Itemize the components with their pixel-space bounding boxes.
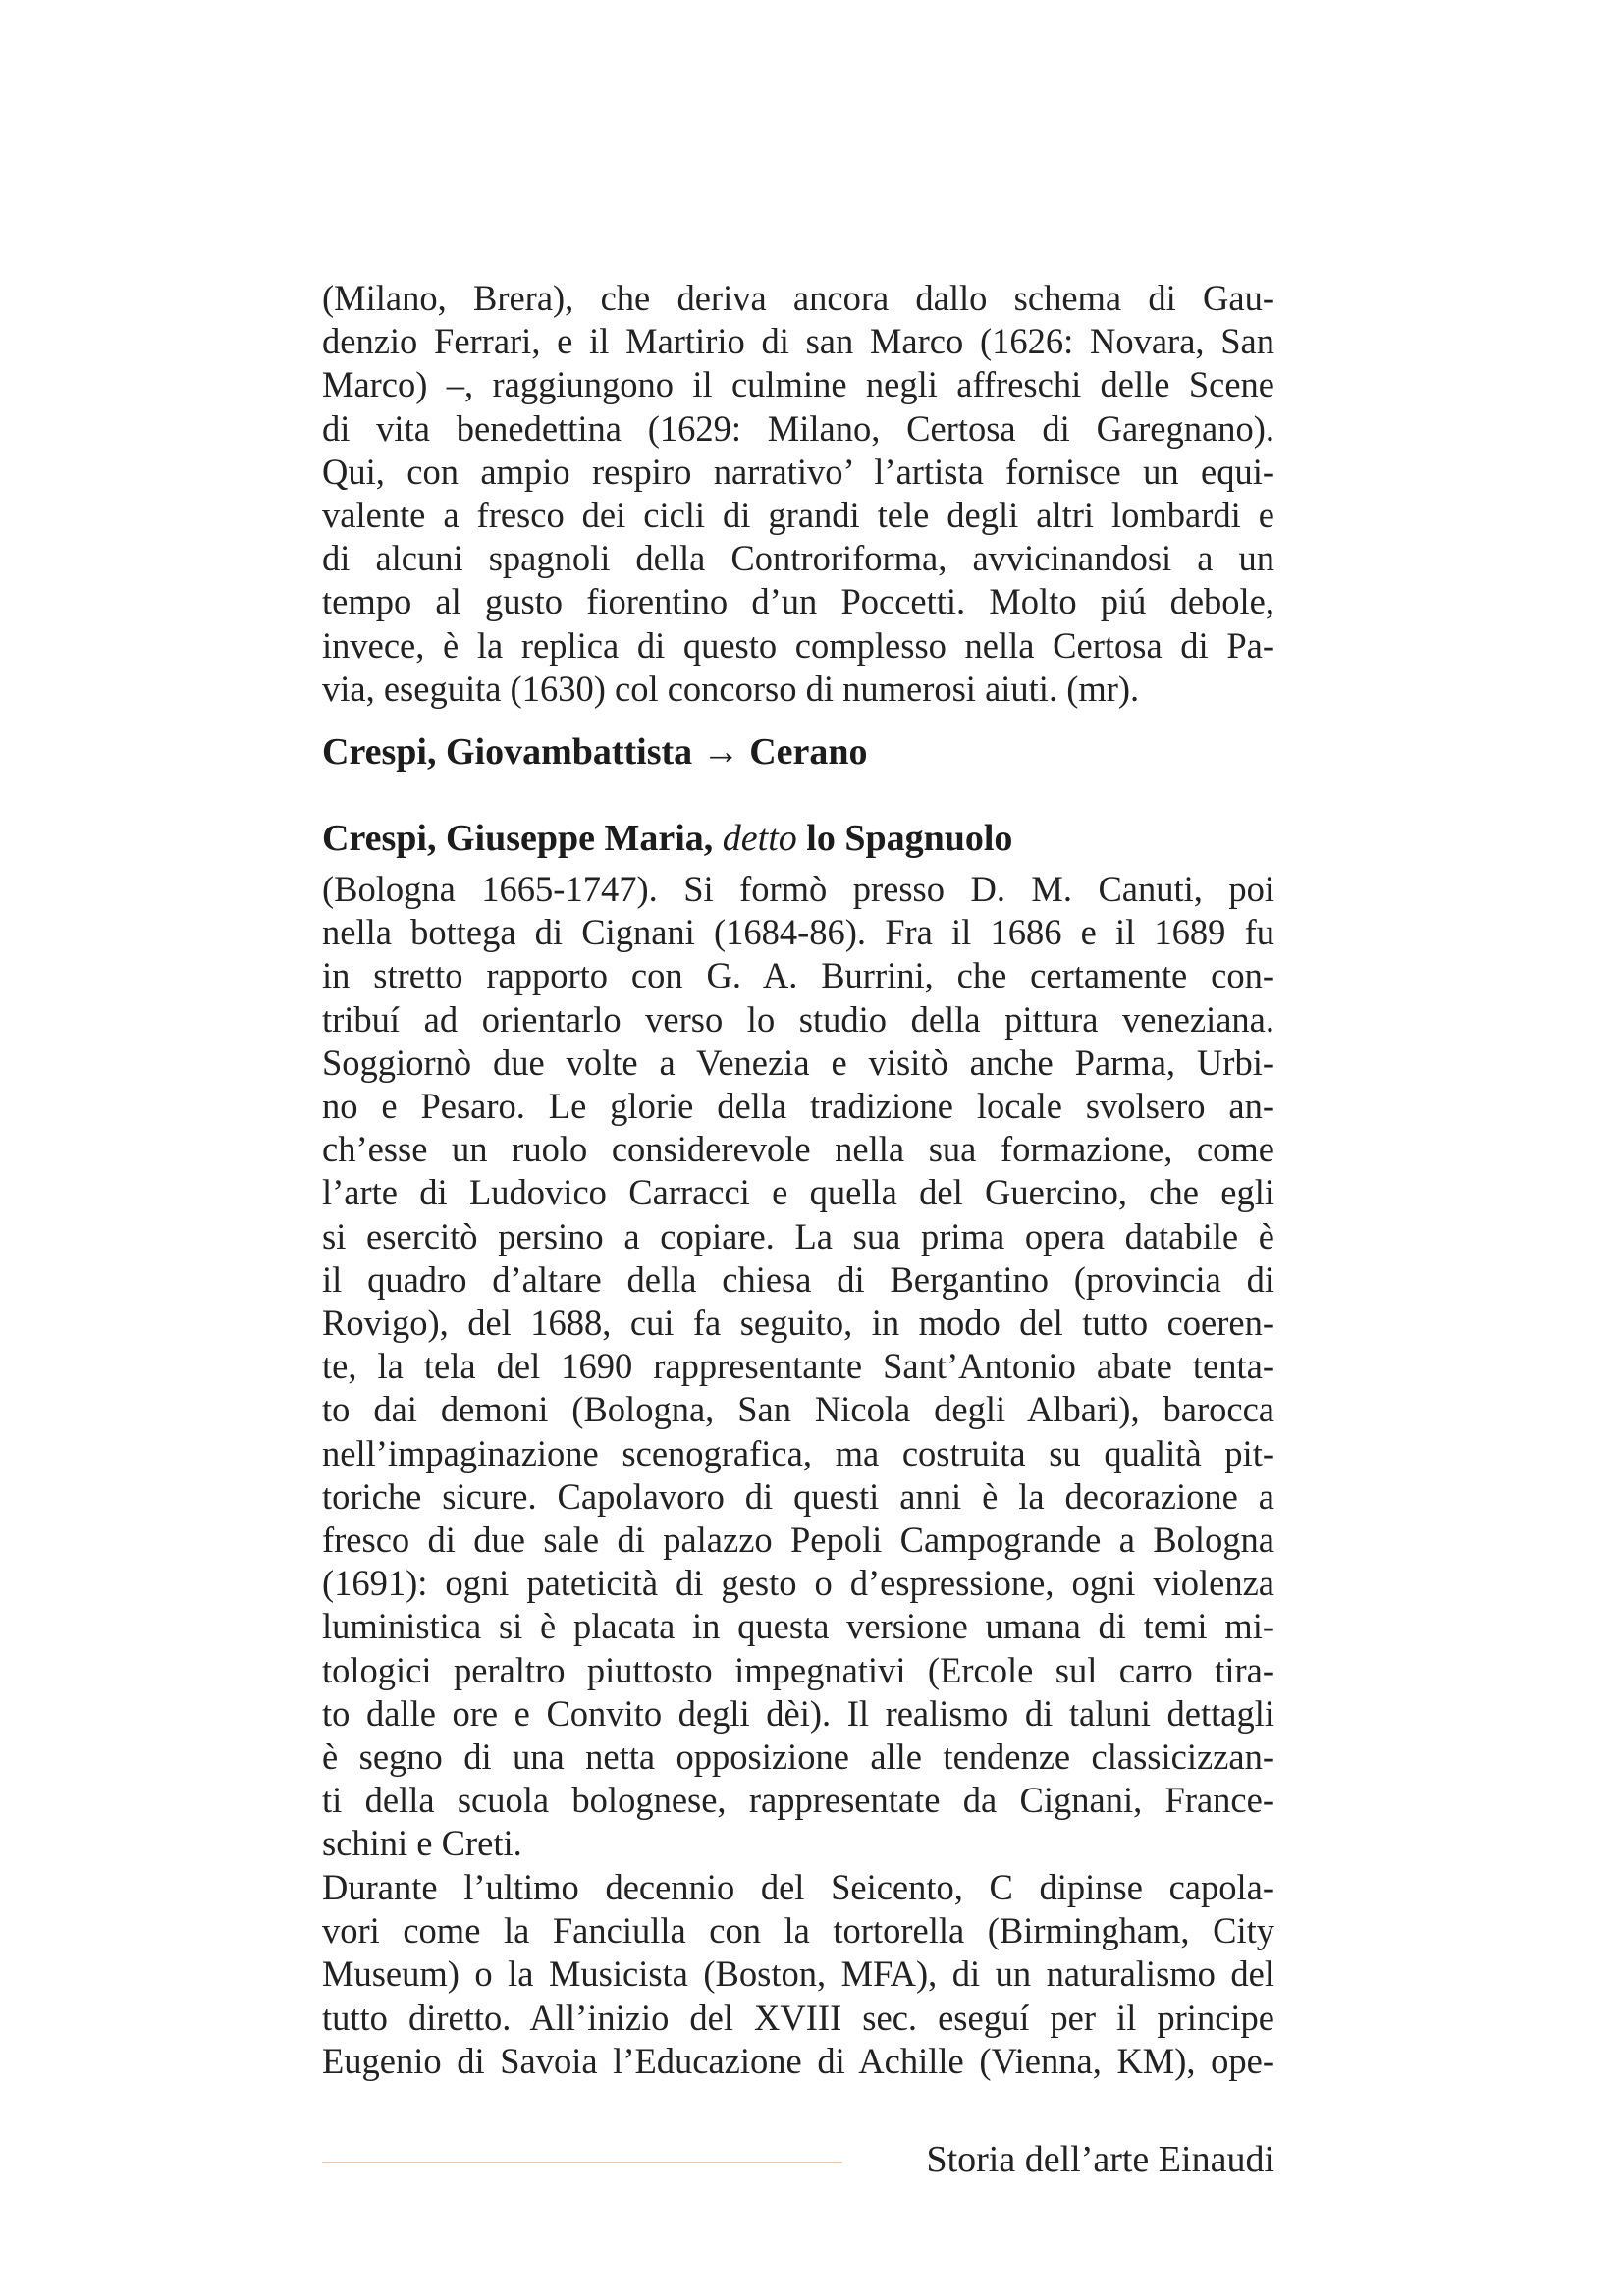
footer-title: Storia dell’arte Einaudi: [926, 2139, 1274, 2180]
entry-name: Crespi, Giovambattista: [322, 731, 693, 773]
continuation-last-line: via, eseguita (1630) col concorso di numerosi aiuti. (mr).: [322, 667, 1140, 709]
continuation-paragraph: [322, 277, 1274, 711]
entry-epithet-prefix: detto: [722, 818, 797, 859]
paragraph-text: Durante l’ultimo decennio del Seicento, C dipinse capola- vori come la Fanciulla con la tortorella (Birmingham, City Museum) o la Musicista (Boston, MFA), di un naturalismo del tutto diretto. All’inizio del XVIII sec. eseguí per il principe Eugenio di Savoia l’Educazione di Achille (Vienna, KM), ope-: [322, 1867, 1274, 2081]
footer-rule: [322, 2162, 842, 2163]
cross-reference-target[interactable]: Cerano: [749, 731, 868, 773]
cross-reference-arrow-icon: →: [702, 731, 740, 773]
entry-heading-crespi-giovambattista: [322, 730, 1274, 774]
entry-heading-crespi-giuseppe-maria: [322, 817, 1274, 860]
entry-body-paragraph-1: [322, 868, 1274, 1866]
entry-body-paragraph-2: [322, 1866, 1274, 2083]
paragraph-last-line: schini e Creti.: [322, 1823, 522, 1864]
continuation-text: (Milano, Brera), che deriva ancora dallo schema di Gau- denzio Ferrari, e il Martirio di san Marco (1626: Novara, San Marco) –, raggiungono il culmine negli affreschi delle Scene di vita benedettina (1629: Milano, Certosa di Garegnano). Qui, con ampio respiro narrativo’ l’artista fornisce un equi- valente a fresco dei cicli di grandi tele degli altri lombardi e di alcuni spagnoli della Controriforma, avvicinandosi a un tempo al gusto fiorentino d’un Poccetti. Molto piú debole, invece, è la replica di questo complesso nella Certosa di Pa-: [322, 278, 1274, 666]
paragraph-text: (Bologna 1665-1747). Si formò presso D. M. Canuti, poi nella bottega di Cignani (1684-86). Fra il 1686 e il 1689 fu in stretto rapporto con G. A. Burrini, che certamente con- tribuí ad orientarlo verso lo studio della pittura veneziana. Soggiornò due volte a Venezia e visitò anche Parma, Urbi- no e Pesaro. Le glorie della tradizione locale svolsero an- ch’esse un ruolo considerevole nella sua formazione, come l’arte di Ludovico Carracci e quella del Guercino, che egli si esercitò persino a copiare. La sua prima opera databile è il quadro d’altare della chiesa di Bergantino (provincia di Rovigo), del 1688, cui fa seguito, in modo del tutto coeren- te, la tela del 1690 rappresentante Sant’Antonio abate tenta- to dai demoni (Bologna, San Nicola degli Albari), barocca nell’impaginazione scenografica, ma costruita su qualità pit- toriche sicure. Capolavoro di questi anni è la decorazione a fresco di due sale di palazzo Pepoli Campogrande a Bologna (1691): ogni pateticità di gesto o d’espressione, ogni violenza luministica si è placata in questa versione umana di temi mi- tologici peraltro piuttosto impegnativi (Ercole sul carro tira- to dalle ore e Convito degli dèi). Il realismo di taluni dettagli è segno di una netta opposizione alle tendenze classicizzan- ti della scuola bolognese, rappresentate da Cignani, France-: [322, 869, 1274, 1821]
entry-name: Crespi, Giuseppe Maria,: [322, 818, 714, 859]
entry-epithet: lo Spagnuolo: [806, 818, 1013, 859]
